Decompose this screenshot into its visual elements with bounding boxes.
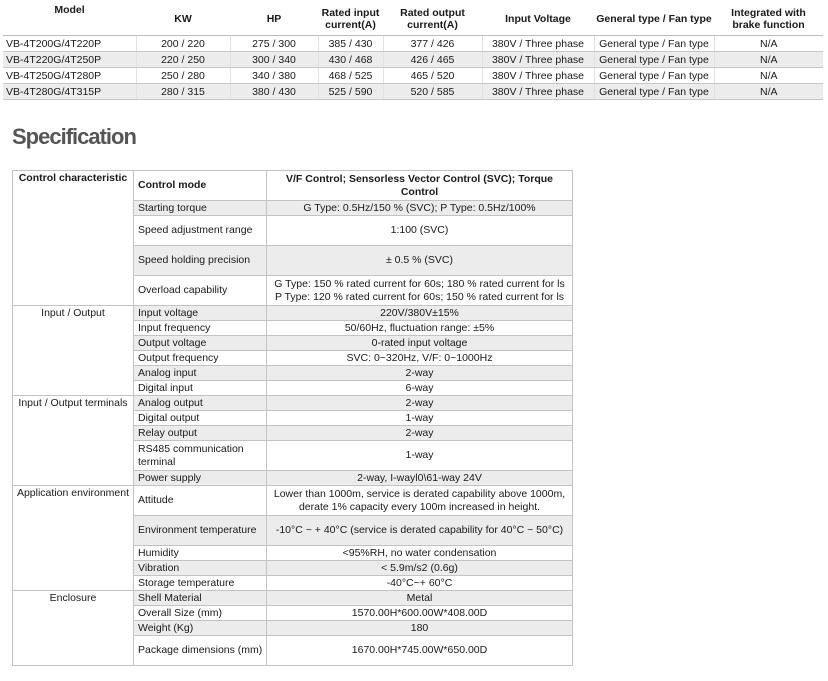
col-header-general-type: General type / Fan type bbox=[594, 2, 714, 36]
param-value: 1-way bbox=[267, 411, 573, 426]
specification-table bbox=[12, 170, 573, 666]
cell-hp: 300 / 340 bbox=[230, 52, 318, 68]
param-value: 1670.00H*745.00W*650.00D bbox=[267, 636, 573, 666]
param-value: -40°C~+ 60°C bbox=[267, 576, 573, 591]
col-header-brake: Integrated with brake function bbox=[714, 2, 823, 36]
cell-rated-input: 468 / 525 bbox=[318, 68, 383, 84]
cell-rated-output: 465 / 520 bbox=[383, 68, 482, 84]
param-value: Metal bbox=[267, 591, 573, 606]
col-header-hp: HP bbox=[230, 2, 318, 36]
param-value: G Type: 150 % rated current for 60s; 180 % rated current for ls P Type: 120 % rated current for 60s; 150 % rated current for ls bbox=[267, 276, 573, 306]
cell-model: VB-4T200G/4T220P bbox=[3, 36, 136, 52]
param-value: 6-way bbox=[267, 381, 573, 396]
param-value: ± 0.5 % (SVC) bbox=[267, 246, 573, 276]
param-label: Digital input bbox=[134, 381, 267, 396]
cell-rated-output: 520 / 585 bbox=[383, 84, 482, 100]
param-value: 1:100 (SVC) bbox=[267, 216, 573, 246]
param-label: Relay output bbox=[134, 426, 267, 441]
col-header-model: Model bbox=[3, 2, 136, 36]
param-label: Analog output bbox=[134, 396, 267, 411]
category-application-environment: Application environment bbox=[13, 486, 134, 591]
param-label: Digital output bbox=[134, 411, 267, 426]
param-value: 2-way, I-wayl0\61-way 24V bbox=[267, 471, 573, 486]
param-label: Attitude bbox=[134, 486, 267, 516]
cell-model: VB-4T220G/4T250P bbox=[3, 52, 136, 68]
param-value: 1570.00H*600.00W*408.00D bbox=[267, 606, 573, 621]
param-label: Control mode bbox=[134, 171, 267, 201]
cell-general-type: General type / Fan type bbox=[594, 36, 714, 52]
col-header-rated-output: Rated output current(A) bbox=[383, 2, 482, 36]
cell-rated-input: 525 / 590 bbox=[318, 84, 383, 100]
col-header-input-voltage: Input Voltage bbox=[482, 2, 594, 36]
cell-kw: 220 / 250 bbox=[136, 52, 230, 68]
param-label: Weight (Kg) bbox=[134, 621, 267, 636]
table-row bbox=[3, 68, 823, 84]
model-table bbox=[3, 2, 823, 100]
cell-general-type: General type / Fan type bbox=[594, 84, 714, 100]
col-header-kw: KW bbox=[136, 2, 230, 36]
cell-kw: 200 / 220 bbox=[136, 36, 230, 52]
cell-input-voltage: 380V / Three phase bbox=[482, 36, 594, 52]
param-label: Analog input bbox=[134, 366, 267, 381]
cell-general-type: General type / Fan type bbox=[594, 68, 714, 84]
param-value: 0-rated input voltage bbox=[267, 336, 573, 351]
cell-rated-output: 426 / 465 bbox=[383, 52, 482, 68]
table-row bbox=[3, 84, 823, 100]
param-value: G Type: 0.5Hz/150 % (SVC); P Type: 0.5Hz/100% bbox=[267, 201, 573, 216]
cell-rated-input: 430 / 468 bbox=[318, 52, 383, 68]
param-value: 220V/380V±15% bbox=[267, 306, 573, 321]
table-row bbox=[3, 36, 823, 52]
cell-input-voltage: 380V / Three phase bbox=[482, 84, 594, 100]
param-value: Lower than 1000m, service is derated capability above 1000m, derate 1% capacity every 100m increased in height. bbox=[267, 486, 573, 516]
param-label: RS485 communication terminal bbox=[134, 441, 267, 471]
cell-hp: 380 / 430 bbox=[230, 84, 318, 100]
param-value: <95%RH, no water condensation bbox=[267, 546, 573, 561]
param-label: Overall Size (mm) bbox=[134, 606, 267, 621]
param-label: Output voltage bbox=[134, 336, 267, 351]
param-value: 50/60Hz, fluctuation range: ±5% bbox=[267, 321, 573, 336]
param-label: Overload capability bbox=[134, 276, 267, 306]
cell-model: VB-4T280G/4T315P bbox=[3, 84, 136, 100]
cell-kw: 280 / 315 bbox=[136, 84, 230, 100]
param-label: Input frequency bbox=[134, 321, 267, 336]
param-value: SVC: 0~320Hz, V/F: 0~1000Hz bbox=[267, 351, 573, 366]
param-value: -10°C ~ + 40°C (service is derated capability for 40°C ~ 50°C) bbox=[267, 516, 573, 546]
cell-brake: N/A bbox=[714, 84, 823, 100]
param-label: Starting torque bbox=[134, 201, 267, 216]
spec-row bbox=[13, 486, 573, 516]
cell-input-voltage: 380V / Three phase bbox=[482, 68, 594, 84]
spec-row-control-mode bbox=[13, 171, 573, 201]
param-value: 2-way bbox=[267, 426, 573, 441]
cell-rated-output: 377 / 426 bbox=[383, 36, 482, 52]
param-label: Humidity bbox=[134, 546, 267, 561]
cell-brake: N/A bbox=[714, 52, 823, 68]
param-label: Power supply bbox=[134, 471, 267, 486]
spec-row bbox=[13, 591, 573, 606]
cell-hp: 275 / 300 bbox=[230, 36, 318, 52]
spec-row bbox=[13, 396, 573, 411]
cell-input-voltage: 380V / Three phase bbox=[482, 52, 594, 68]
param-label: Speed holding precision bbox=[134, 246, 267, 276]
param-value: V/F Control; Sensorless Vector Control (SVC); Torque Control bbox=[267, 171, 573, 201]
param-label: Storage temperature bbox=[134, 576, 267, 591]
param-value: 2-way bbox=[267, 366, 573, 381]
specification-heading: Specification bbox=[12, 124, 136, 149]
param-label: Environment temperature bbox=[134, 516, 267, 546]
param-label: Vibration bbox=[134, 561, 267, 576]
cell-general-type: General type / Fan type bbox=[594, 52, 714, 68]
cell-brake: N/A bbox=[714, 36, 823, 52]
param-value: 180 bbox=[267, 621, 573, 636]
cell-kw: 250 / 280 bbox=[136, 68, 230, 84]
param-value: 2-way bbox=[267, 396, 573, 411]
category-enclosure: Enclosure bbox=[13, 591, 134, 666]
cell-hp: 340 / 380 bbox=[230, 68, 318, 84]
cell-rated-input: 385 / 430 bbox=[318, 36, 383, 52]
param-label: Output frequency bbox=[134, 351, 267, 366]
param-value: 1-way bbox=[267, 441, 573, 471]
param-label: Input voltage bbox=[134, 306, 267, 321]
spec-row bbox=[13, 306, 573, 321]
table-row bbox=[3, 52, 823, 68]
param-label: Speed adjustment range bbox=[134, 216, 267, 246]
cell-brake: N/A bbox=[714, 68, 823, 84]
model-table-header bbox=[3, 2, 823, 36]
category-input-output-terminals: Input / Output terminals bbox=[13, 396, 134, 486]
param-value: < 5.9m/s2 (0.6g) bbox=[267, 561, 573, 576]
cell-model: VB-4T250G/4T280P bbox=[3, 68, 136, 84]
category-control-characteristic: Control characteristic bbox=[13, 171, 134, 306]
param-label: Shell Material bbox=[134, 591, 267, 606]
param-label: Package dimensions (mm) bbox=[134, 636, 267, 666]
category-input-output: Input / Output bbox=[13, 306, 134, 396]
col-header-rated-input: Rated input current(A) bbox=[318, 2, 383, 36]
